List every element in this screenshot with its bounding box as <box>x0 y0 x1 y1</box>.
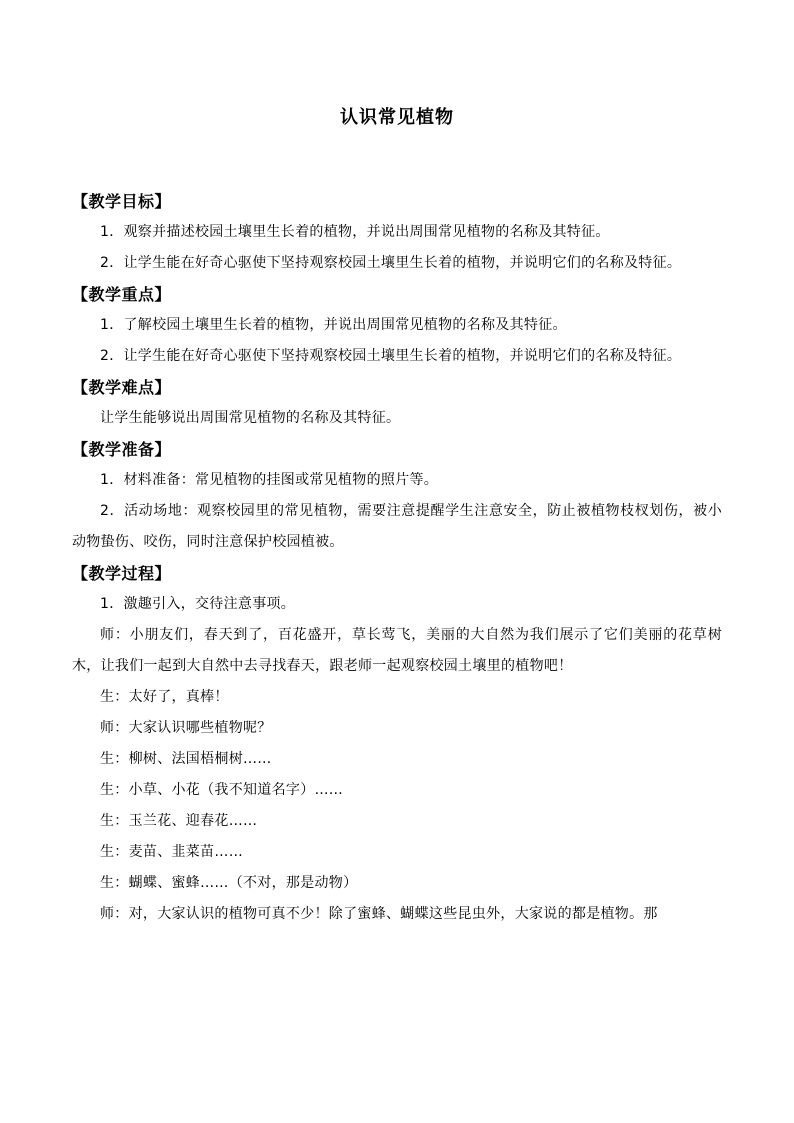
section-heading: 【教学难点】 <box>72 378 172 397</box>
paragraph: 让学生能够说出周围常见植物的名称及其特征。 <box>100 410 401 426</box>
paragraph: 1．激趣引入，交待注意事项。 <box>100 596 296 612</box>
paragraph: 2．活动场地：观察校园里的常见植物，需要注意提醒学生注意安全，防止被植物枝杈划伤，被小动物蛰伤、咬伤，同时注意保护校园植被。 <box>72 503 722 550</box>
paragraph: 生：麦苗、韭菜苗…… <box>100 844 243 860</box>
paragraph: 1．了解校园土壤里生长着的植物，并说出周围常见植物的名称及其特征。 <box>100 317 567 333</box>
section-key-points <box>72 279 722 372</box>
section-heading: 【教学过程】 <box>72 564 172 583</box>
paragraph: 2．让学生能在好奇心驱使下坚持观察校园土壤里生长着的植物，并说明它们的名称及特征。 <box>100 348 682 364</box>
paragraph: 师：对，大家认识的植物可真不少！除了蜜蜂、蝴蝶这些昆虫外，大家说的都是植物。那 <box>100 906 658 922</box>
page-title: 认识常见植物 <box>340 107 454 128</box>
paragraph: 生：蝴蝶、蜜蜂……（不对，那是动物） <box>100 875 358 891</box>
paragraph: 生：玉兰花、迎春花…… <box>100 813 258 829</box>
paragraph: 1．观察并描述校园土壤里生长着的植物，并说出周围常见植物的名称及其特征。 <box>100 224 610 240</box>
section-difficulties <box>72 372 722 434</box>
paragraph: 生：太好了，真棒！ <box>100 689 229 705</box>
section-process <box>72 558 722 930</box>
section-heading: 【教学目标】 <box>72 192 172 211</box>
paragraph: 2．让学生能在好奇心驱使下坚持观察校园土壤里生长着的植物，并说明它们的名称及特征。 <box>100 255 682 271</box>
paragraph: 师：小朋友们，春天到了，百花盛开，草长莺飞，美丽的大自然为我们展示了它们美丽的花草树木，让我们一起到大自然中去寻找春天，跟老师一起观察校园土壤里的植物吧！ <box>72 627 722 674</box>
paragraph: 生：小草、小花（我不知道名字）…… <box>100 782 344 798</box>
paragraph: 1．材料准备：常见植物的挂图或常见植物的照片等。 <box>100 472 439 488</box>
section-preparation <box>72 434 722 558</box>
section-heading: 【教学重点】 <box>72 285 172 304</box>
document-body <box>72 186 722 930</box>
section-heading: 【教学准备】 <box>72 440 172 459</box>
paragraph: 生：柳树、法国梧桐树…… <box>100 751 272 767</box>
section-objectives <box>72 186 722 279</box>
paragraph: 师：大家认识哪些植物呢？ <box>100 720 272 736</box>
